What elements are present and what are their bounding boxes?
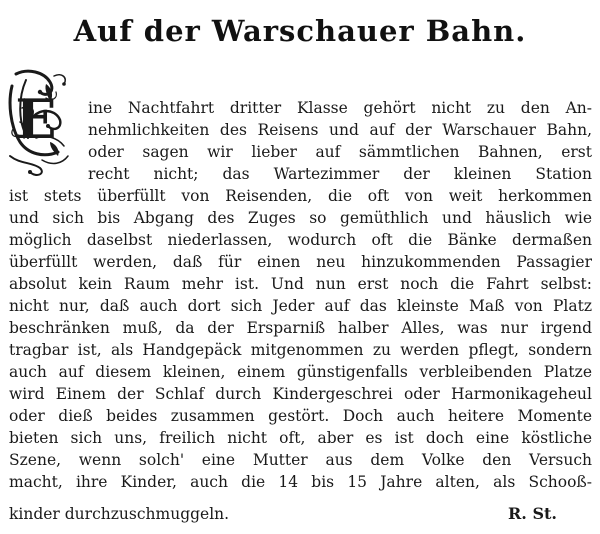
text-line: möglich daselbst niederlassen, wodurch oft die Bänke dermaßen <box>9 231 592 249</box>
text-line: und sich bis Abgang des Zuges so gemüthlich und häuslich wie <box>9 209 592 227</box>
text-line: macht, ihre Kinder, auch die 14 bis 15 Jahre alten, als Schooß- <box>9 473 592 491</box>
text-line: auch auf diesem kleinen, einem günstigenfalls verbleibenden Platze <box>9 363 592 381</box>
ornamental-initial <box>6 68 74 180</box>
drop-cap-letter: E <box>15 87 57 151</box>
text-line: nicht nur, daß auch dort sich Jeder auf das kleinste Maß von Platz <box>9 297 592 315</box>
text-line: wird Einem der Schlaf durch Kindergeschrei oder Harmonikageheul <box>9 385 592 403</box>
ornamental-e-icon <box>6 68 74 180</box>
text-line: ist stets überfüllt von Reisenden, die oft von weit herkommen <box>9 187 592 205</box>
text-line: Szene, wenn solch' eine Mutter aus dem Volke den Versuch <box>9 451 592 469</box>
text-line: tragbar ist, als Handgepäck mitgenommen zu werden pflegt, sondern <box>9 341 592 359</box>
text-line: oder dieß beides zusammen gestört. Doch auch heitere Momente <box>9 407 592 425</box>
text-line: bieten sich uns, freilich nicht oft, aber es ist doch eine köstliche <box>9 429 592 447</box>
text-line-last: kinder durchzuschmuggeln. <box>9 505 230 523</box>
text-line: ine Nachtfahrt dritter Klasse gehört nicht zu den An- <box>88 99 592 117</box>
text-line: recht nicht; das Wartezimmer der kleinen Station <box>88 165 592 183</box>
article-title: Auf der Warschauer Bahn. <box>73 14 527 48</box>
author-signature: R. St. <box>508 504 557 523</box>
text-line: beschränken muß, da der Ersparniß halber Alles, was nur irgend <box>9 319 592 337</box>
text-line: absolut kein Raum mehr ist. Und nun erst noch die Fahrt selbst: <box>9 275 592 293</box>
text-line: nehmlichkeiten des Reisens und auf der Warschauer Bahn, <box>88 121 592 139</box>
text-line: überfüllt werden, daß für einen neu hinzukommenden Passagier <box>9 253 592 271</box>
text-line: oder sagen wir lieber auf sämmtlichen Bahnen, erst <box>88 143 592 161</box>
